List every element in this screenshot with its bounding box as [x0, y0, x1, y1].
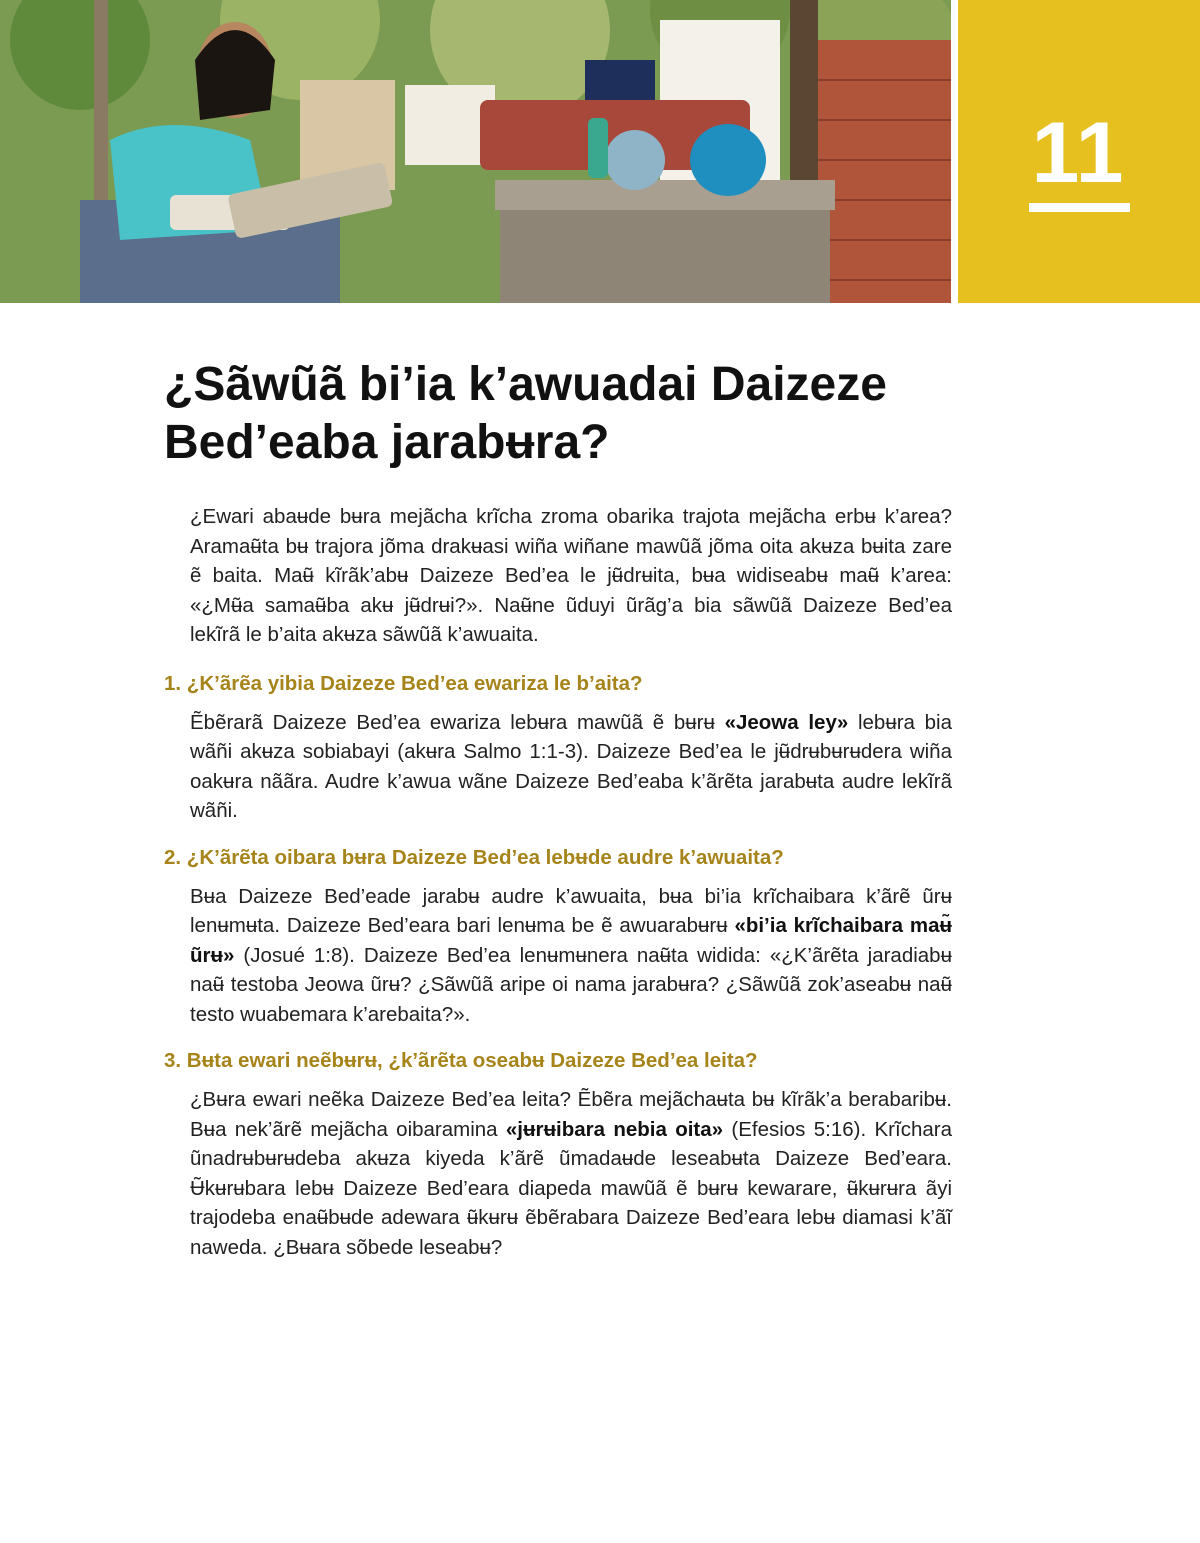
question-1: 1. ¿K’ãrẽa yibia Daizeze Bed’ea ewariza le b’aita? [164, 671, 643, 695]
page-title: ¿Sãwũã bi’ia k’awuadai Daizeze Bed’eaba jarabʉra? [164, 358, 887, 469]
answer-3-text-a: ¿Bʉra ewari neẽka Daizeze Bed’ea leita? Ẽbẽra mejãchaʉta bʉ kĩrãk’a berabaribʉ. Bʉa nek’ãrẽ mejãcha oibaramina [190, 1088, 952, 1141]
answer-2-text-a: Bʉa Daizeze Bed’eade jarabʉ audre k’awuaita, bʉa bi’ia krĩchaibara k’ãrẽ ũrʉ lenʉmʉta. Daizeze Bed’eara bari lenʉma be ẽ awuarabʉrʉ [190, 884, 952, 937]
answer-1-text-a: Ẽbẽrarã Daizeze Bed’ea ewariza lebʉra mawũã ẽ bʉrʉ [190, 710, 725, 734]
answer-2 [190, 882, 952, 1030]
answer-3 [190, 1085, 952, 1262]
answer-2-text-b: (Josué 1:8). Daizeze Bed’ea lenʉmʉnera naʉ̃ta widida: «¿K’ãrẽta jaradiabʉ naʉ̃ testoba Jeowa ũrʉ? ¿Sãwũã aripe oi nama jarabʉra? ¿Sãwũã zok’aseabʉ naʉ̃ testo wuabemara k’arebaita?». [190, 943, 952, 1026]
answer-1 [190, 708, 952, 826]
article-body [164, 502, 952, 1262]
answer-3-bold: «jʉrʉibara nebia oita» [505, 1117, 724, 1141]
chapter-underline [1029, 203, 1130, 212]
answer-3-text-b: (Efesios 5:16). Krĩchara ũnadrʉbʉrʉdeba akʉza kiyeda k’ãrẽ ũmadaʉde leseabʉta Daizeze Bed’eara. Ʉ̃kʉrʉbara lebʉ Daizeze Bed’eara diapeda mawũã ẽ bʉrʉ kewarare, ʉ̃kʉrʉra ãyi trajodeba enaʉ̃bʉde adewara ʉ̃kʉrʉ ẽbẽrabara Daizeze Bed’eara lebʉ diamasi k’ãĩ naweda. ¿Bʉara sõbede leseabʉ? [190, 1117, 952, 1259]
header-photo [0, 0, 951, 303]
answer-1-text-b: lebʉra bia wãñi akʉza sobiabayi (akʉra Salmo 1:1-3). Daizeze Bed’ea le jʉ̃drʉbʉrʉdera wiña oakʉra nããra. Audre k’awua wãne Daizeze Bed’eaba k’ãrẽta jarabʉta audre lekĩrã wãñi. [190, 710, 953, 822]
chapter-badge [958, 0, 1200, 303]
answer-2-bold: «bi’ia krĩchaibara maʉ̃ ũrʉ» [190, 914, 952, 967]
answer-1-bold: «Jeowa ley» [724, 710, 849, 734]
question-3: 3. Bʉta ewari neẽbʉrʉ, ¿k’ãrẽta oseabʉ Daizeze Bed’ea leita? [164, 1049, 758, 1072]
intro-paragraph: ¿Ewari abaʉde bʉra mejãcha krĩcha zroma obarika trajota mejãcha erbʉ k’area? Aramaʉ̃ta bʉ trajora jõma drakʉasi wiña wiñane mawũã jõma oita akʉza bʉita zare ẽ baita. Maʉ̃ kĩrãk’abʉ Daizeze Bed’ea le jʉ̃drʉita, bʉa widiseabʉ maʉ̃ k’area: «¿Mʉ̃a samaʉ̃ba akʉ jʉ̃drʉi?». Naʉ̃ne ũduyi ũrãg’a bia sãwũã Daizeze Bed’ea lekĩrã le b’aita akʉza sãwũã k’awuaita. [190, 505, 952, 646]
woman-reading-illustration [0, 0, 951, 303]
chapter-number: 11 [1031, 105, 1125, 201]
question-2: 2. ¿K’ãrẽta oibara bʉra Daizeze Bed’ea lebʉde audre k’awuaita? [164, 845, 784, 869]
